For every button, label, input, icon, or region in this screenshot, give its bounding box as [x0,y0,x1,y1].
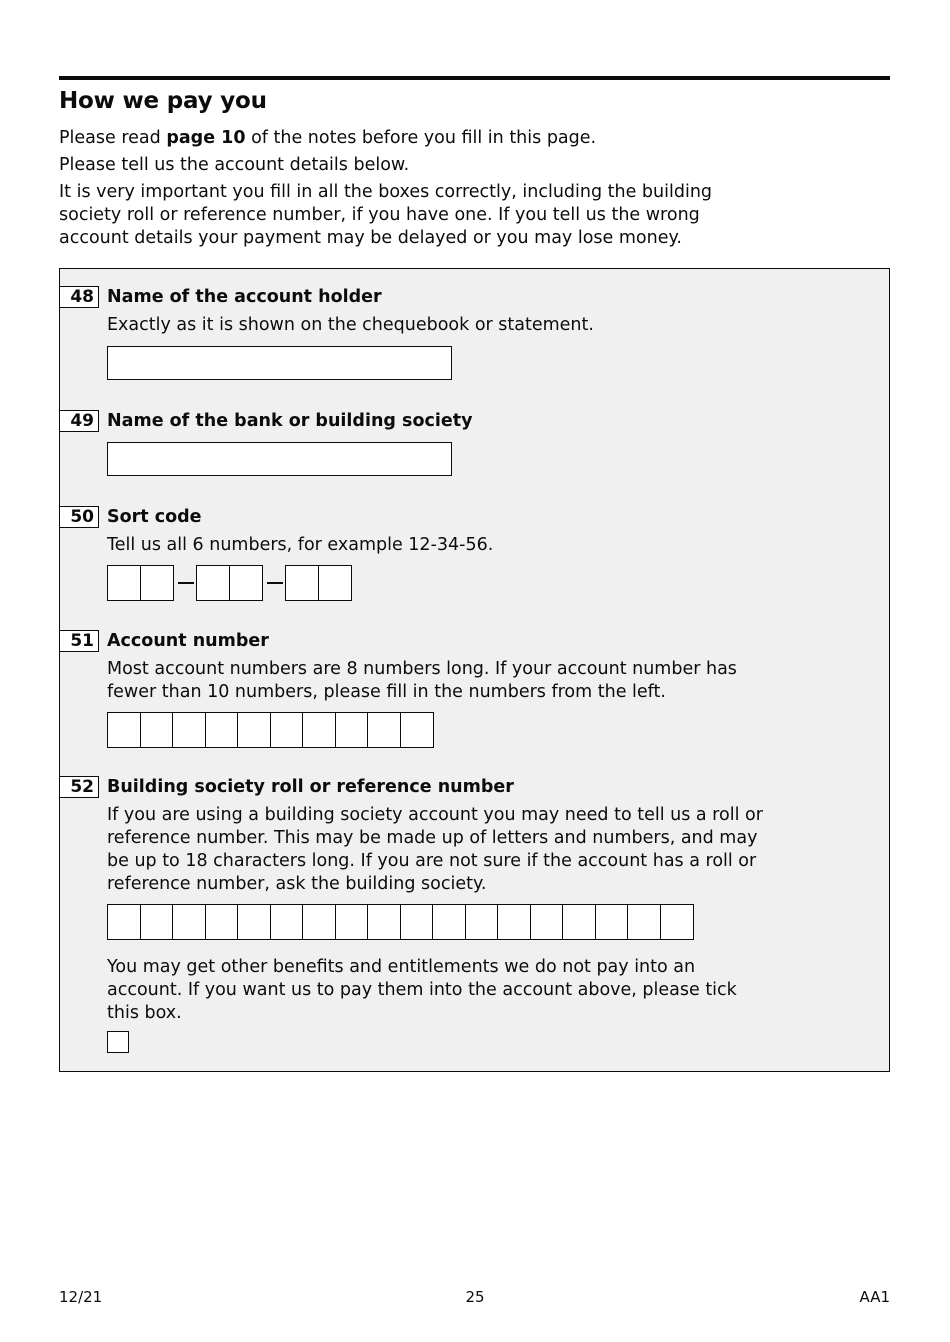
question-number: 50 [60,506,99,528]
intro-1-pre: Please read [59,128,167,148]
question-number: 48 [60,286,99,308]
account-number-digit[interactable] [237,712,271,748]
roll-number-character[interactable] [465,904,499,940]
account-number-digit[interactable] [367,712,401,748]
sort-code-digit[interactable] [318,565,352,601]
roll-number-character[interactable] [497,904,531,940]
account-holder-name-input[interactable] [107,346,452,380]
question-label: Name of the bank or building society [107,411,473,431]
other-benefits-checkbox[interactable] [107,1031,129,1053]
question-label: Sort code [107,507,202,527]
roll-number-character[interactable] [432,904,466,940]
footer-page-number: 25 [465,1288,485,1306]
account-number-digit[interactable] [335,712,369,748]
intro-paragraph-1 [59,127,739,150]
intro-paragraph-2: Please tell us the account details below. [59,155,410,175]
intro-paragraph-3: It is very important you fill in all the boxes correctly, including the building society roll or reference number, if you have one. If you tell us the wrong account details your payment may be delayed or you may lose money. [59,182,713,248]
question-label: Name of the account holder [107,287,382,307]
roll-number-character[interactable] [302,904,336,940]
question-label: Account number [107,631,269,651]
account-number-digit[interactable] [107,712,141,748]
question-label: Building society roll or reference number [107,777,514,797]
footer-form-code: AA1 [859,1288,890,1306]
question-hint: Tell us all 6 numbers, for example 12-34-56. [107,535,494,555]
question-number: 49 [60,410,99,432]
account-number-digit[interactable] [302,712,336,748]
page-title: How we pay you [59,88,267,114]
roll-number-character[interactable] [205,904,239,940]
sort-code-separator [267,582,283,584]
roll-number-boxes [107,904,694,940]
question-hint: Most account numbers are 8 numbers long. If your account number has fewer than 10 numbers, please fill in the numbers from the left. [107,659,737,702]
question-number: 52 [60,776,99,798]
question-number: 51 [60,630,99,652]
other-benefits-text: You may get other benefits and entitlements we do not pay into an account. If you want us to pay them into the account above, please tick this box. [107,957,737,1023]
roll-number-character[interactable] [140,904,174,940]
sort-code-digit[interactable] [229,565,263,601]
sort-code-boxes [107,565,352,601]
account-number-digit[interactable] [172,712,206,748]
bank-name-input[interactable] [107,442,452,476]
account-number-digit[interactable] [270,712,304,748]
account-details-panel [59,268,890,1072]
account-number-digit[interactable] [140,712,174,748]
roll-number-character[interactable] [530,904,564,940]
roll-number-character[interactable] [270,904,304,940]
account-number-boxes [107,712,434,748]
roll-number-character[interactable] [400,904,434,940]
roll-number-character[interactable] [335,904,369,940]
roll-number-character[interactable] [562,904,596,940]
account-number-digit[interactable] [400,712,434,748]
roll-number-character[interactable] [627,904,661,940]
intro-1-post: of the notes before you fill in this page. [245,128,597,148]
sort-code-separator [178,582,194,584]
sort-code-digit[interactable] [140,565,174,601]
sort-code-digit[interactable] [196,565,230,601]
roll-number-character[interactable] [237,904,271,940]
account-number-digit[interactable] [205,712,239,748]
roll-number-character[interactable] [172,904,206,940]
question-hint: If you are using a building society account you may need to tell us a roll or reference number. This may be made up of letters and numbers, and may be up to 18 characters long. If you are not sure if the account has a roll or reference number, ask the building society. [107,805,763,894]
sort-code-digit[interactable] [107,565,141,601]
roll-number-character[interactable] [595,904,629,940]
sort-code-digit[interactable] [285,565,319,601]
roll-number-character[interactable] [107,904,141,940]
intro-1-bold: page 10 [166,128,246,148]
question-hint: Exactly as it is shown on the chequebook or statement. [107,315,594,335]
roll-number-character[interactable] [660,904,694,940]
intro-text [59,127,739,254]
footer-date: 12/21 [59,1288,103,1306]
top-rule [59,76,890,80]
roll-number-character[interactable] [367,904,401,940]
